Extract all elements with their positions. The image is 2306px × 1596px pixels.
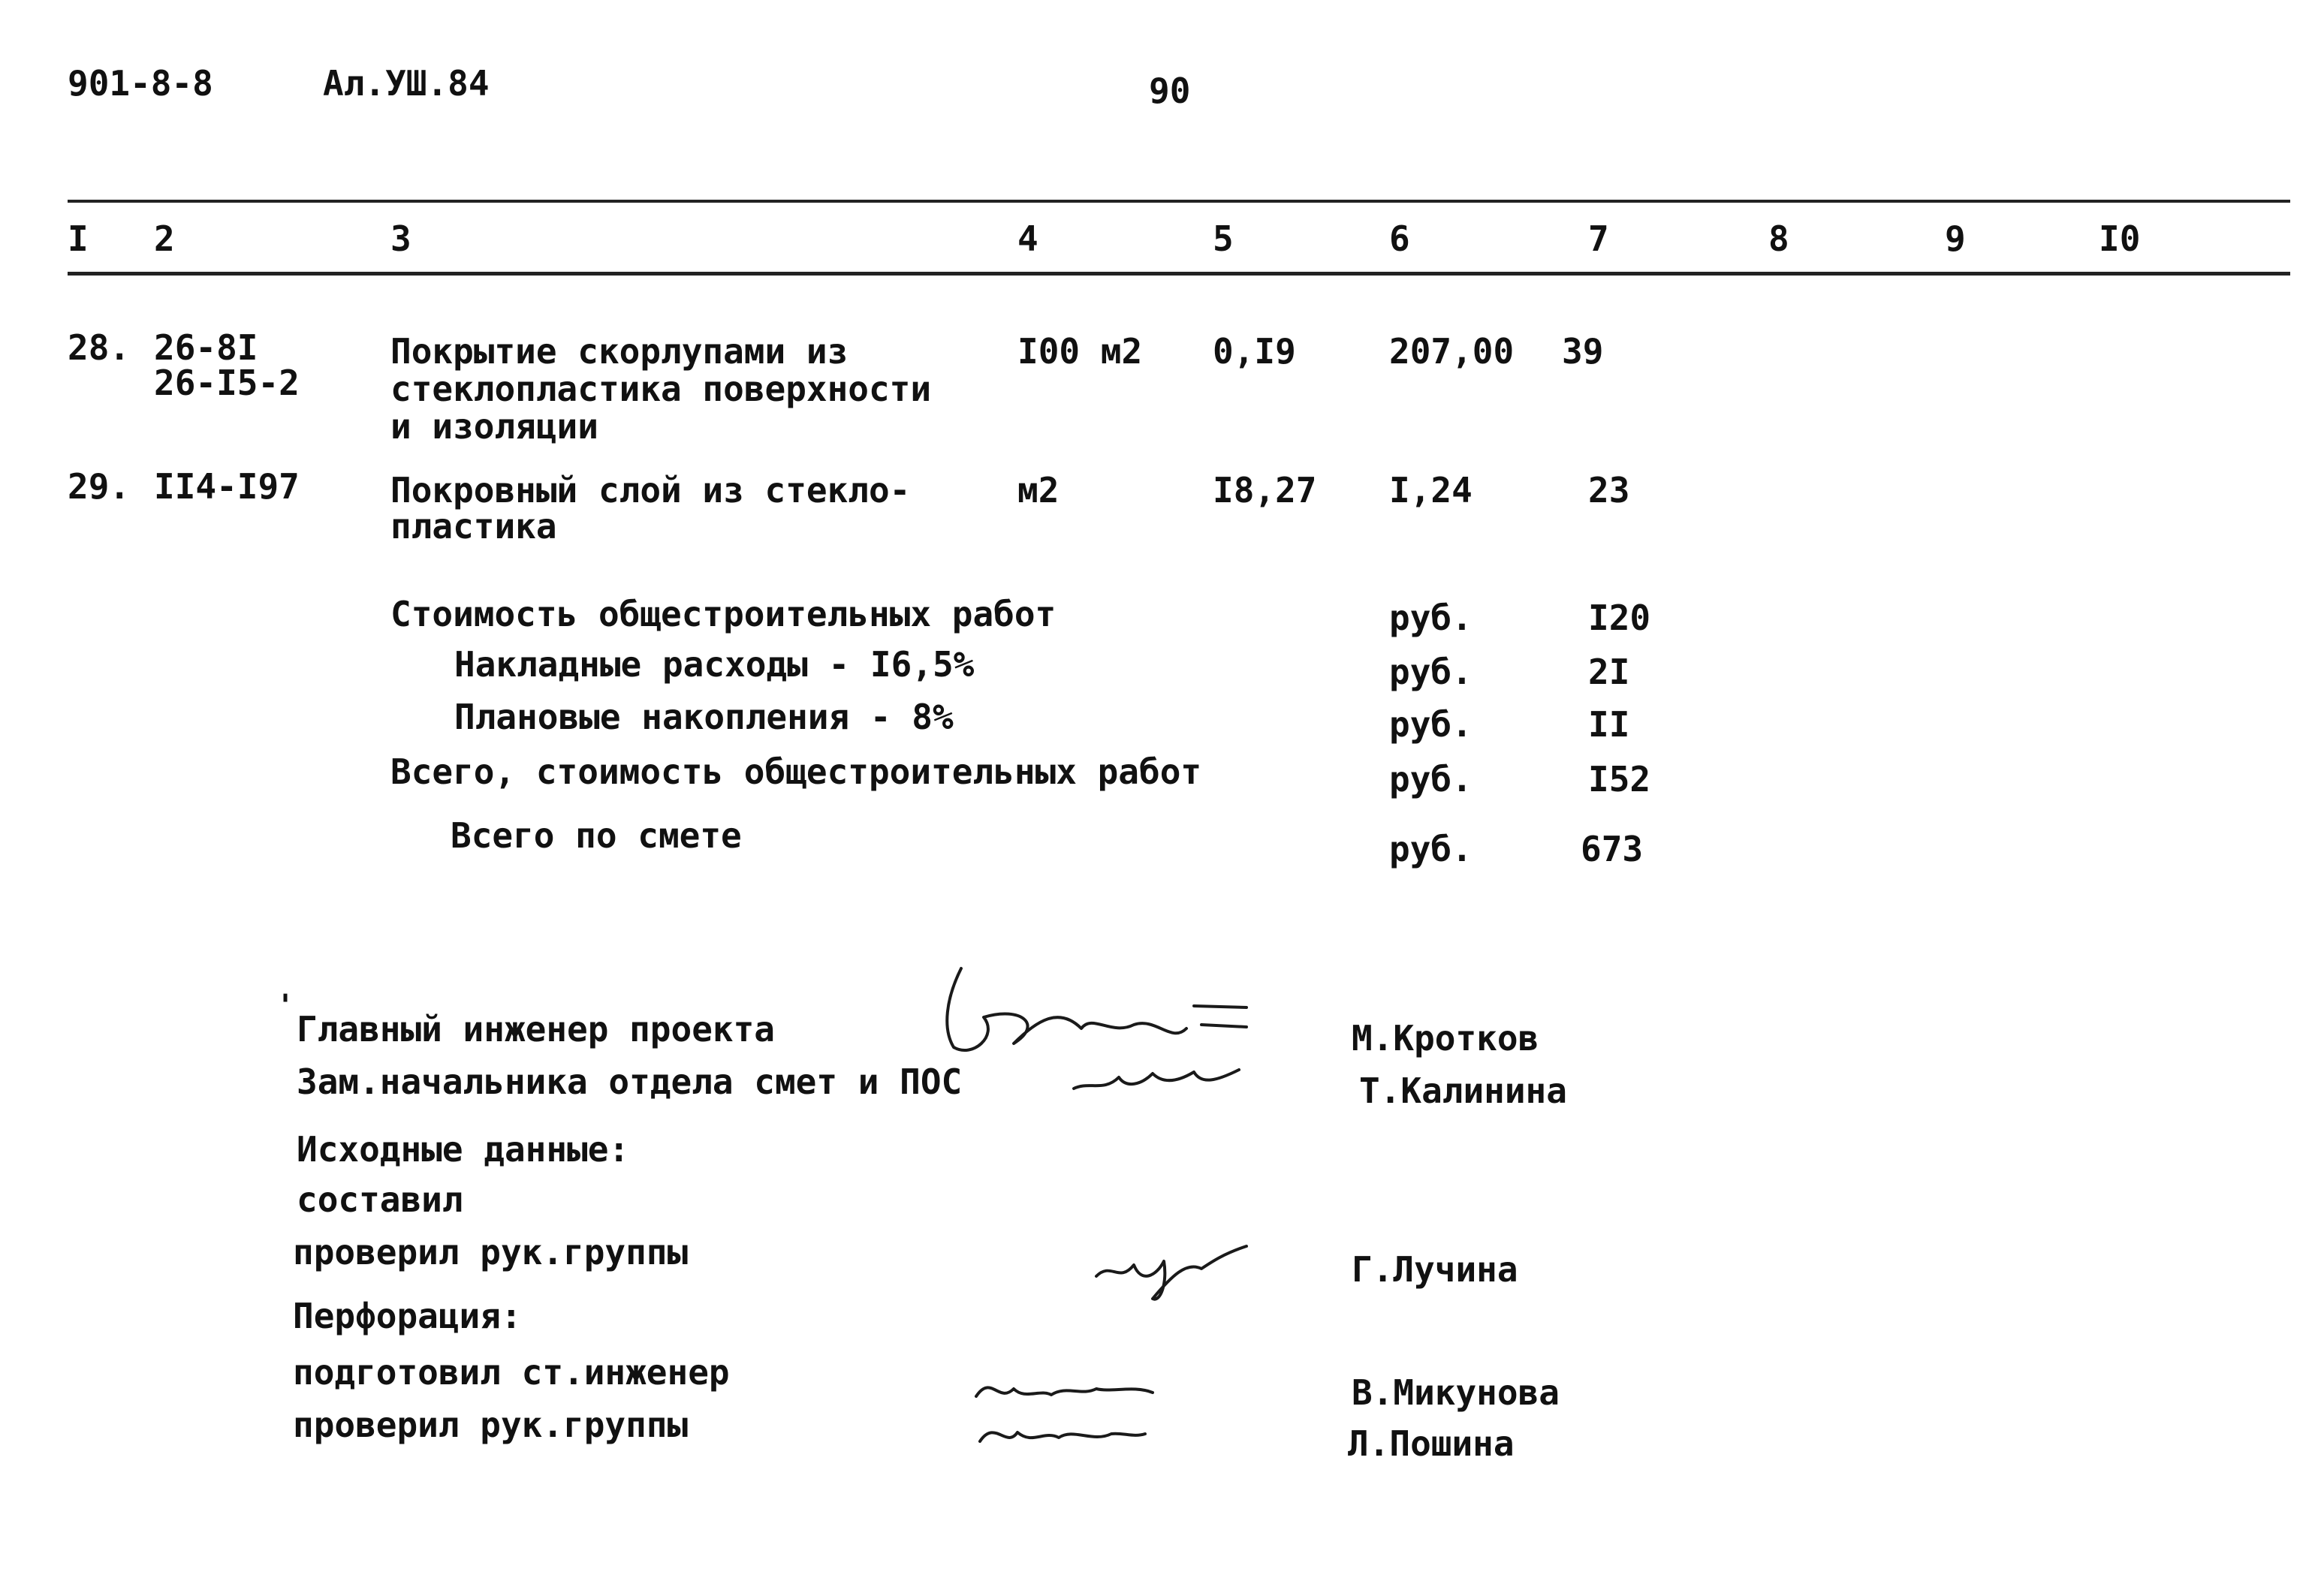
total-unit: руб. bbox=[1389, 652, 1473, 692]
row-code: 26-I5-2 bbox=[154, 363, 300, 403]
signature-role: Главный инженер проекта bbox=[297, 1009, 775, 1049]
signature-name: М.Кротков bbox=[1352, 1018, 1539, 1058]
row-unit: I00 м2 bbox=[1017, 331, 1143, 372]
row-unit: м2 bbox=[1017, 470, 1060, 510]
total-label: Всего, стоимость общестроительных работ bbox=[390, 751, 1202, 792]
col-num-4: 4 bbox=[1017, 218, 1038, 259]
row-cost: 39 bbox=[1562, 331, 1604, 372]
total-unit: руб. bbox=[1389, 759, 1473, 800]
signature-name: Г.Лучина bbox=[1352, 1249, 1518, 1290]
signature-name: Т.Калинина bbox=[1359, 1071, 1567, 1111]
row-quantity: I8,27 bbox=[1213, 470, 1317, 510]
grand-total-label: Всего по смете bbox=[451, 815, 742, 856]
row-number: 28. bbox=[68, 327, 131, 368]
signature-role: проверил рук.группы bbox=[293, 1232, 689, 1272]
signature-mark bbox=[1089, 1231, 1262, 1306]
table-header-rule bbox=[68, 272, 2290, 276]
page-number: 90 bbox=[1149, 71, 1191, 111]
col-num-8: 8 bbox=[1768, 218, 1789, 259]
total-value: I52 bbox=[1588, 759, 1651, 800]
signature-mark bbox=[931, 953, 1262, 1066]
signature-role: составил bbox=[297, 1179, 463, 1220]
total-label: Стоимость общестроительных работ bbox=[390, 594, 1057, 634]
total-unit: руб. bbox=[1389, 598, 1473, 638]
row-description: Покрытие скорлупами из bbox=[390, 331, 849, 372]
col-num-10: I0 bbox=[2099, 218, 2141, 259]
col-num-6: 6 bbox=[1389, 218, 1410, 259]
section-heading: Исходные данные: bbox=[297, 1129, 630, 1170]
album-number: Ал.УШ.84 bbox=[323, 63, 490, 104]
row-description: пластика bbox=[390, 506, 557, 547]
table-top-rule bbox=[68, 200, 2290, 203]
total-unit: руб. bbox=[1389, 704, 1473, 745]
row-description: Покровный слой из стекло- bbox=[390, 470, 911, 510]
row-price: I,24 bbox=[1389, 470, 1473, 510]
grand-total-unit: руб. bbox=[1389, 829, 1473, 869]
row-price: 207,00 bbox=[1389, 331, 1515, 372]
signature-role: подготовил ст.инженер bbox=[293, 1352, 730, 1393]
col-num-3: 3 bbox=[390, 218, 411, 259]
signature-role: Зам.начальника отдела смет и ПОС bbox=[297, 1061, 963, 1102]
row-quantity: 0,I9 bbox=[1213, 331, 1296, 372]
row-description: и изоляции bbox=[390, 406, 598, 447]
tick-mark: ' bbox=[276, 989, 295, 1023]
signature-role: проверил рук.группы bbox=[293, 1405, 689, 1445]
total-value: I20 bbox=[1588, 598, 1651, 638]
total-value: II bbox=[1588, 704, 1630, 745]
col-num-9: 9 bbox=[1945, 218, 1966, 259]
col-num-2: 2 bbox=[154, 218, 175, 259]
row-number: 29. bbox=[68, 466, 131, 507]
signature-mark bbox=[1066, 1051, 1254, 1104]
col-num-1: I bbox=[68, 218, 89, 259]
col-num-7: 7 bbox=[1588, 218, 1609, 259]
col-num-5: 5 bbox=[1213, 218, 1234, 259]
total-label: Плановые накопления - 8% bbox=[454, 697, 954, 737]
row-code: II4-I97 bbox=[154, 466, 300, 507]
row-cost: 23 bbox=[1588, 470, 1630, 510]
doc-code: 901-8-8 bbox=[68, 63, 213, 104]
row-description: стеклопластика поверхности bbox=[390, 369, 932, 409]
signature-name: В.Микунова bbox=[1352, 1372, 1560, 1413]
signature-name: Л.Пошина bbox=[1348, 1423, 1515, 1464]
signature-mark bbox=[972, 1411, 1153, 1456]
signature-mark bbox=[969, 1366, 1164, 1411]
total-label: Накладные расходы - I6,5% bbox=[454, 644, 975, 685]
total-value: 2I bbox=[1588, 652, 1630, 692]
row-code: 26-8I bbox=[154, 327, 258, 368]
section-heading: Перфорация: bbox=[293, 1296, 522, 1336]
grand-total-value: 673 bbox=[1581, 829, 1644, 869]
